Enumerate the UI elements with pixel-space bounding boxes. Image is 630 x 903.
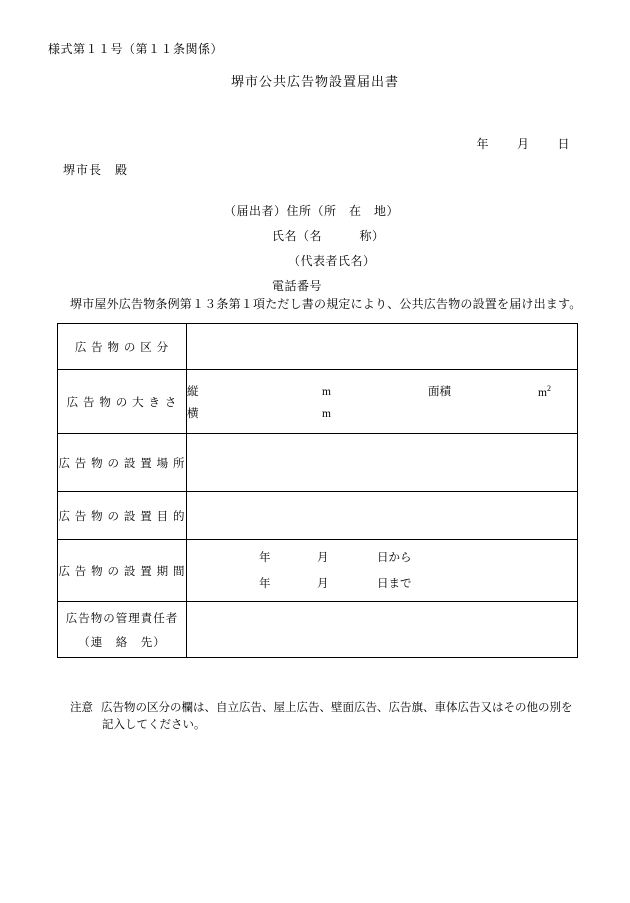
applicant-address-label: （届出者）住所（所 在 地） (224, 204, 400, 218)
row-label-text: 広 告 物 の 区 分 (74, 341, 170, 354)
row-value-category[interactable] (187, 324, 578, 370)
applicant-phone-label: 電話番号 (272, 279, 323, 293)
size-area-label: 面積 (428, 386, 451, 399)
note-block (70, 700, 590, 734)
period-from-month: 月 (317, 551, 329, 564)
period-to-month: 月 (317, 577, 329, 590)
row-label-text: 広 告 物 の 設 置 場 所 (58, 457, 186, 470)
row-label-manager (58, 602, 187, 658)
size-vertical-line (187, 378, 577, 404)
applicant-name-label: 氏名（名 称） (272, 229, 385, 243)
row-label-purpose (58, 492, 187, 540)
size-area-unit-exponent: 2 (547, 383, 551, 393)
note-text: 広告物の区分の欄は、自立広告、屋上広告、壁面広告、広告旗、車体広告又はその他の別を (101, 702, 573, 714)
date-month-label: 月 (516, 137, 530, 151)
size-horizontal-unit: m (322, 408, 331, 421)
date-day-label: 日 (557, 137, 570, 151)
intro-paragraph: 堺市屋外広告物条例第１３条第１項ただし書の規定により、公共広告物の設置を届け出ます。 (70, 297, 582, 311)
period-to-year: 年 (259, 577, 271, 590)
page-title: 堺市公共広告物設置届出書 (230, 74, 399, 89)
form-table (57, 323, 578, 658)
size-area-unit (451, 378, 551, 404)
period-to-line (187, 571, 577, 597)
row-label-text: 広告物の管理責任者 (65, 612, 179, 625)
row-label-text: 広 告 物 の 設 置 期 間 (58, 565, 186, 578)
size-vertical-label: 縦 (187, 386, 199, 399)
row-value-purpose[interactable] (187, 492, 578, 540)
period-from-line (187, 545, 577, 571)
size-vertical-unit: m (322, 386, 331, 399)
table-row (58, 492, 578, 540)
period-from-year: 年 (259, 551, 271, 564)
row-value-manager[interactable] (187, 602, 578, 658)
applicant-representative-label: （代表者氏名） (288, 254, 376, 268)
note-text-continued: 記入してください。 (102, 719, 206, 731)
row-value-location[interactable] (187, 434, 578, 492)
period-from-day: 日から (377, 551, 412, 564)
size-horizontal-line (187, 403, 577, 425)
row-value-size[interactable] (187, 370, 578, 434)
addressee: 堺市長 殿 (63, 163, 129, 177)
date-year-label: 年 (476, 137, 489, 151)
row-label-period (58, 540, 187, 602)
row-label-category (58, 324, 187, 370)
table-row (58, 434, 578, 492)
applicant-block (0, 202, 630, 302)
note-label: 注意 (70, 702, 93, 714)
period-to-day: 日まで (377, 577, 412, 590)
size-area-unit-text: m (538, 386, 547, 399)
table-row (58, 370, 578, 434)
row-label-location (58, 434, 187, 492)
row-label-text: 広 告 物 の 設 置 目 的 (58, 510, 186, 523)
date-line (0, 135, 630, 152)
table-row (58, 602, 578, 658)
row-label-text: 広 告 物 の 大 き さ (66, 396, 178, 409)
table-row (58, 540, 578, 602)
row-label-size (58, 370, 187, 434)
form-number: 様式第１１号（第１１条関係） (48, 42, 224, 56)
size-horizontal-label: 横 (187, 408, 199, 421)
row-label-subtext: （連 絡 先） (78, 636, 166, 649)
row-value-period[interactable] (187, 540, 578, 602)
table-row (58, 324, 578, 370)
